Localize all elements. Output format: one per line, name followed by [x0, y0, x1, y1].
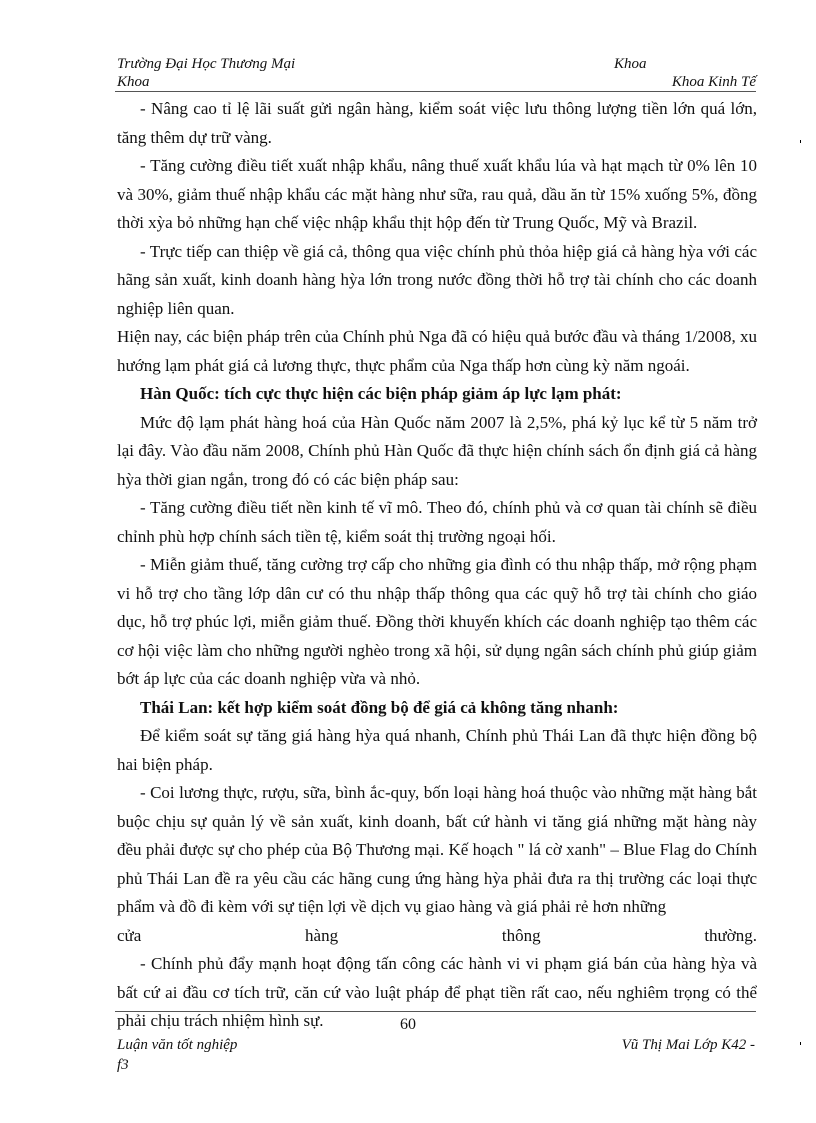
paragraph: - Miễn giảm thuế, tăng cường trợ cấp cho những gia đình có thu nhập thấp, mở rộng phạm vi hỗ trợ cho tầng lớp dân cư có thu nhập thấp thông qua các quỹ hỗ trợ tài chính cho giáo dục, hỗ trợ phúc lợi, miễn giảm thuế. Đồng thời khuyến khích các doanh nghiệp tạo thêm các cơ hội việc làm cho những người nghèo trong xã hội, sử dụng ngân sách chính phủ giúp giảm bớt áp lực của các doanh nghiệp vừa và nhỏ.: [117, 555, 757, 688]
footer-class-code: f3: [117, 1057, 129, 1073]
page-number: 60: [400, 1016, 416, 1033]
header-department-label: Khoa: [614, 56, 647, 72]
document-body: [117, 95, 757, 1036]
paragraph: Hiện nay, các biện pháp trên của Chính phủ Nga đã có hiệu quả bước đầu và tháng 1/2008, xu hướng lạm phát giá cả lương thực, thực phẩm của Nga thấp hơn cùng kỳ năm ngoái.: [117, 327, 757, 375]
header-rule: [115, 91, 756, 92]
margin-mark: [800, 140, 801, 143]
section-heading-thailand: Thái Lan: kết hợp kiểm soát đồng bộ để giá cả không tăng nhanh:: [140, 697, 619, 717]
section-heading-korea: Hàn Quốc: tích cực thực hiện các biện pháp giảm áp lực lạm phát:: [140, 384, 622, 403]
paragraph: Để kiểm soát sự tăng giá hàng hỳa quá nhanh, Chính phủ Thái Lan đã thực hiện đồng bộ hai biện pháp.: [117, 726, 757, 774]
paragraph: - Nâng cao tỉ lệ lãi suất gửi ngân hàng, kiểm soát việc lưu thông lượng tiền lớn quá lớn, tăng thêm dự trữ vàng.: [117, 99, 757, 147]
paragraph: - Trực tiếp can thiệp về giá cả, thông qua việc chính phủ thỏa hiệp giá cả hàng hỳa với các hãng sản xuất, kinh doanh hàng hỳa lớn trong nước đồng thời hỗ trợ tài chính cho các doanh nghiệp liên quan.: [117, 241, 757, 318]
header-school-name: Trường Đại Học Thương Mại: [117, 56, 296, 72]
paragraph: - Tăng cường điều tiết xuất nhập khẩu, nâng thuế xuất khẩu lúa và hạt mạch từ 0% lên 10 và 30%, giảm thuế nhập khẩu các mặt hàng như sữa, rau quả, dầu ăn từ 15% xuống 5%, đồng thời xỳa bỏ những hạn chế việc nhập khẩu thịt hộp đến từ Trung Quốc, Mỹ và Brazil.: [117, 156, 757, 232]
paragraph-spread-line: cửa hàng thông thường.: [117, 925, 757, 945]
paragraph: Mức độ lạm phát hàng hoá của Hàn Quốc năm 2007 là 2,5%, phá kỷ lục kể từ 5 năm trở lại đây. Vào đầu năm 2008, Chính phủ Hàn Quốc đã thực hiện chính sách ổn định giá cả hàng hỳa thời gian ngắn, trong đó có các biện pháp sau:: [117, 412, 757, 489]
header-faculty-name: Khoa Kinh Tế: [671, 74, 756, 90]
paragraph: - Tăng cường điều tiết nền kinh tế vĩ mô. Theo đó, chính phủ và cơ quan tài chính sẽ điều chỉnh phù hợp chính sách tiền tệ, kiểm soát thị trường ngoại hối.: [117, 498, 757, 546]
footer-rule: [115, 1011, 756, 1012]
paragraph: - Chính phủ đẩy mạnh hoạt động tấn công các hành vi vi phạm giá bán của hàng hỳa và bất cứ ai đầu cơ tích trữ, căn cứ vào luật pháp để phạt tiền rất cao, nếu nghiêm trọng có thể phải chịu trách nhiệm hình sự.: [117, 954, 757, 1030]
header-department-label-2: Khoa: [117, 74, 150, 90]
footer-author: Vũ Thị Mai Lớp K42 -: [621, 1037, 755, 1053]
margin-mark: [800, 1042, 801, 1045]
paragraph: - Coi lương thực, rượu, sữa, bình ắc-quy, bốn loại hàng hoá thuộc vào những mặt hàng bắt buộc chịu sự quản lý về sản xuất, kinh doanh, bất cứ hành vi tăng giá những mặt hàng này đều phải được sự cho phép của Bộ Thương mại. Kế hoạch " lá cờ xanh" – Blue Flag do Chính phủ Thái Lan đề ra yêu cầu các hãng cung ứng hàng hỳa phải đưa ra thị trường các loại thực phẩm và đồ đi kèm với sự tiện lợi về dịch vụ giao hàng và giá phải rẻ hơn những: [117, 783, 757, 916]
footer-thesis-label: Luận văn tốt nghiệp: [117, 1037, 238, 1053]
